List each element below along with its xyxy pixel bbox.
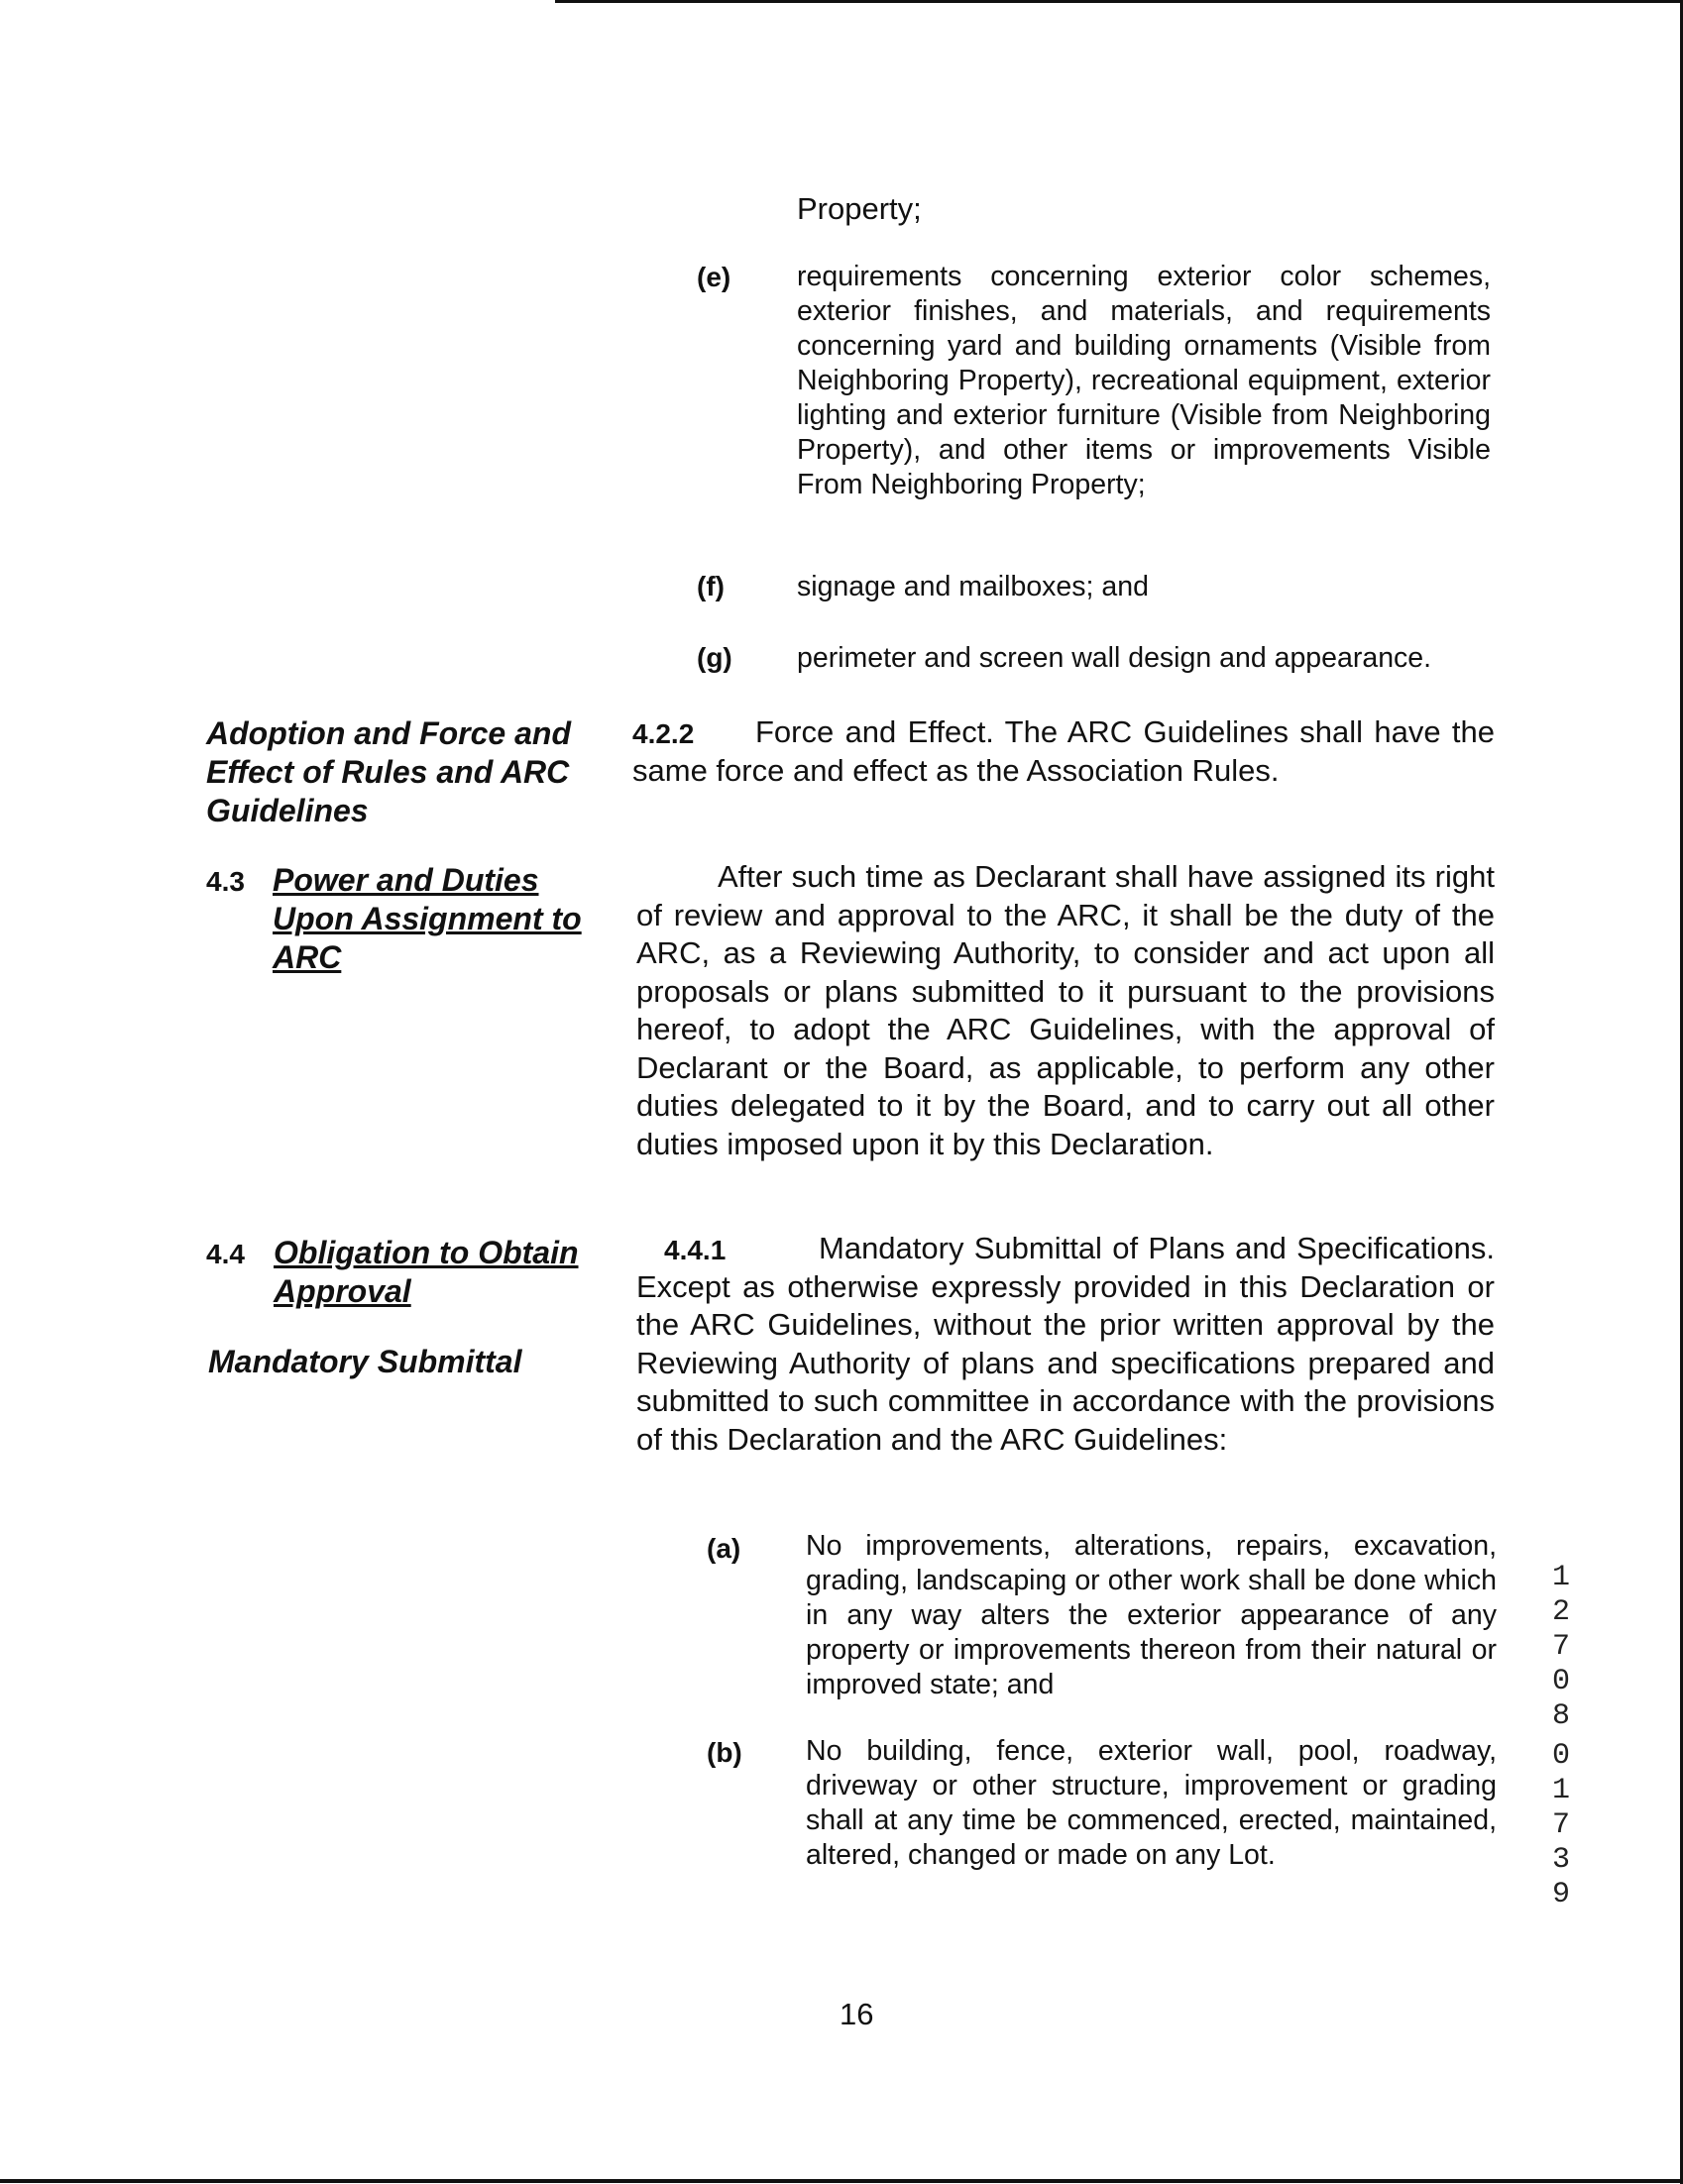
section-422-text: 4.2.2 Force and Effect. The ARC Guidelines shall have the same force and effect as the Association Rules. [632, 714, 1495, 788]
section-422-number: 4.2.2 [632, 718, 695, 749]
item-b-text: No building, fence, exterior wall, pool, roadway, driveway or other structure, improvement or grading shall at any time be commenced, erected, maintained, altered, changed or made on any Lot. [806, 1735, 1497, 1871]
section-44-title: Obligation to Obtain Approval [274, 1235, 579, 1309]
mandatory-submittal-caption: Mandatory Submittal [208, 1344, 522, 1379]
section-422-caption: Adoption and Force and Effect of Rules and ARC Guidelines [206, 715, 571, 828]
item-g-text: perimeter and screen wall design and appearance. [797, 642, 1432, 674]
page-number: 16 [840, 1997, 874, 2031]
scan-edge-bottom [0, 2179, 1683, 2183]
section-43-text: After such time as Declarant shall have assigned its right of review and approval to the ARC, it shall be the duty of the ARC, as a Reviewing Authority, to consider and act upon all proposals or plans submitted to it pursuant to the provisions hereof, to adopt the ARC Guidelines, with the approval of Declarant or the Board, as applicable, to perform any other duties delegated to it by the Board, and to carry out all other duties imposed upon it by this Declaration. [636, 859, 1495, 1161]
section-441-number: 4.4.1 [664, 1235, 727, 1265]
item-e-label: (e) [697, 262, 731, 292]
property-continuation: Property; [797, 191, 922, 226]
section-43-title: Power and Duties Upon Assignment to ARC [273, 862, 582, 975]
item-a-label: (a) [707, 1533, 741, 1564]
item-a-text: No improvements, alterations, repairs, excavation, grading, landscaping or other work shall be done which in any way alters the exterior appearance of any property or improvements thereon from their natural or improved state; and [806, 1530, 1497, 1700]
section-441-text: 4.4.1 Mandatory Submittal of Plans and Specifications. Except as otherwise expressly provided in this Declaration or the ARC Guidelines, without the prior written approval by the Reviewing Authority of plans and specifications prepared and submitted to such committee in accordance with the provisions of this Declaration and the ARC Guidelines: [636, 1231, 1495, 1457]
item-f-label: (f) [697, 571, 725, 601]
margin-stamp-top: 1 2 7 0 8 [1551, 1561, 1570, 1733]
section-43-number: 4.3 [206, 866, 245, 897]
margin-stamp-bottom: 0 1 7 3 9 [1551, 1739, 1570, 1911]
item-e-text: requirements concerning exterior color schemes, exterior finishes, and materials, and requirements concerning yard and building ornaments (Visible from Neighboring Property), recreational equipment, exterior lighting and exterior furniture (Visible from Neighboring Property), and other items or improvements Visible From Neighboring Property; [797, 261, 1491, 500]
item-b-label: (b) [707, 1737, 742, 1768]
item-g-label: (g) [697, 642, 732, 673]
section-44-number: 4.4 [206, 1239, 245, 1269]
scan-edge-top [555, 0, 1683, 3]
item-f-text: signage and mailboxes; and [797, 571, 1149, 602]
